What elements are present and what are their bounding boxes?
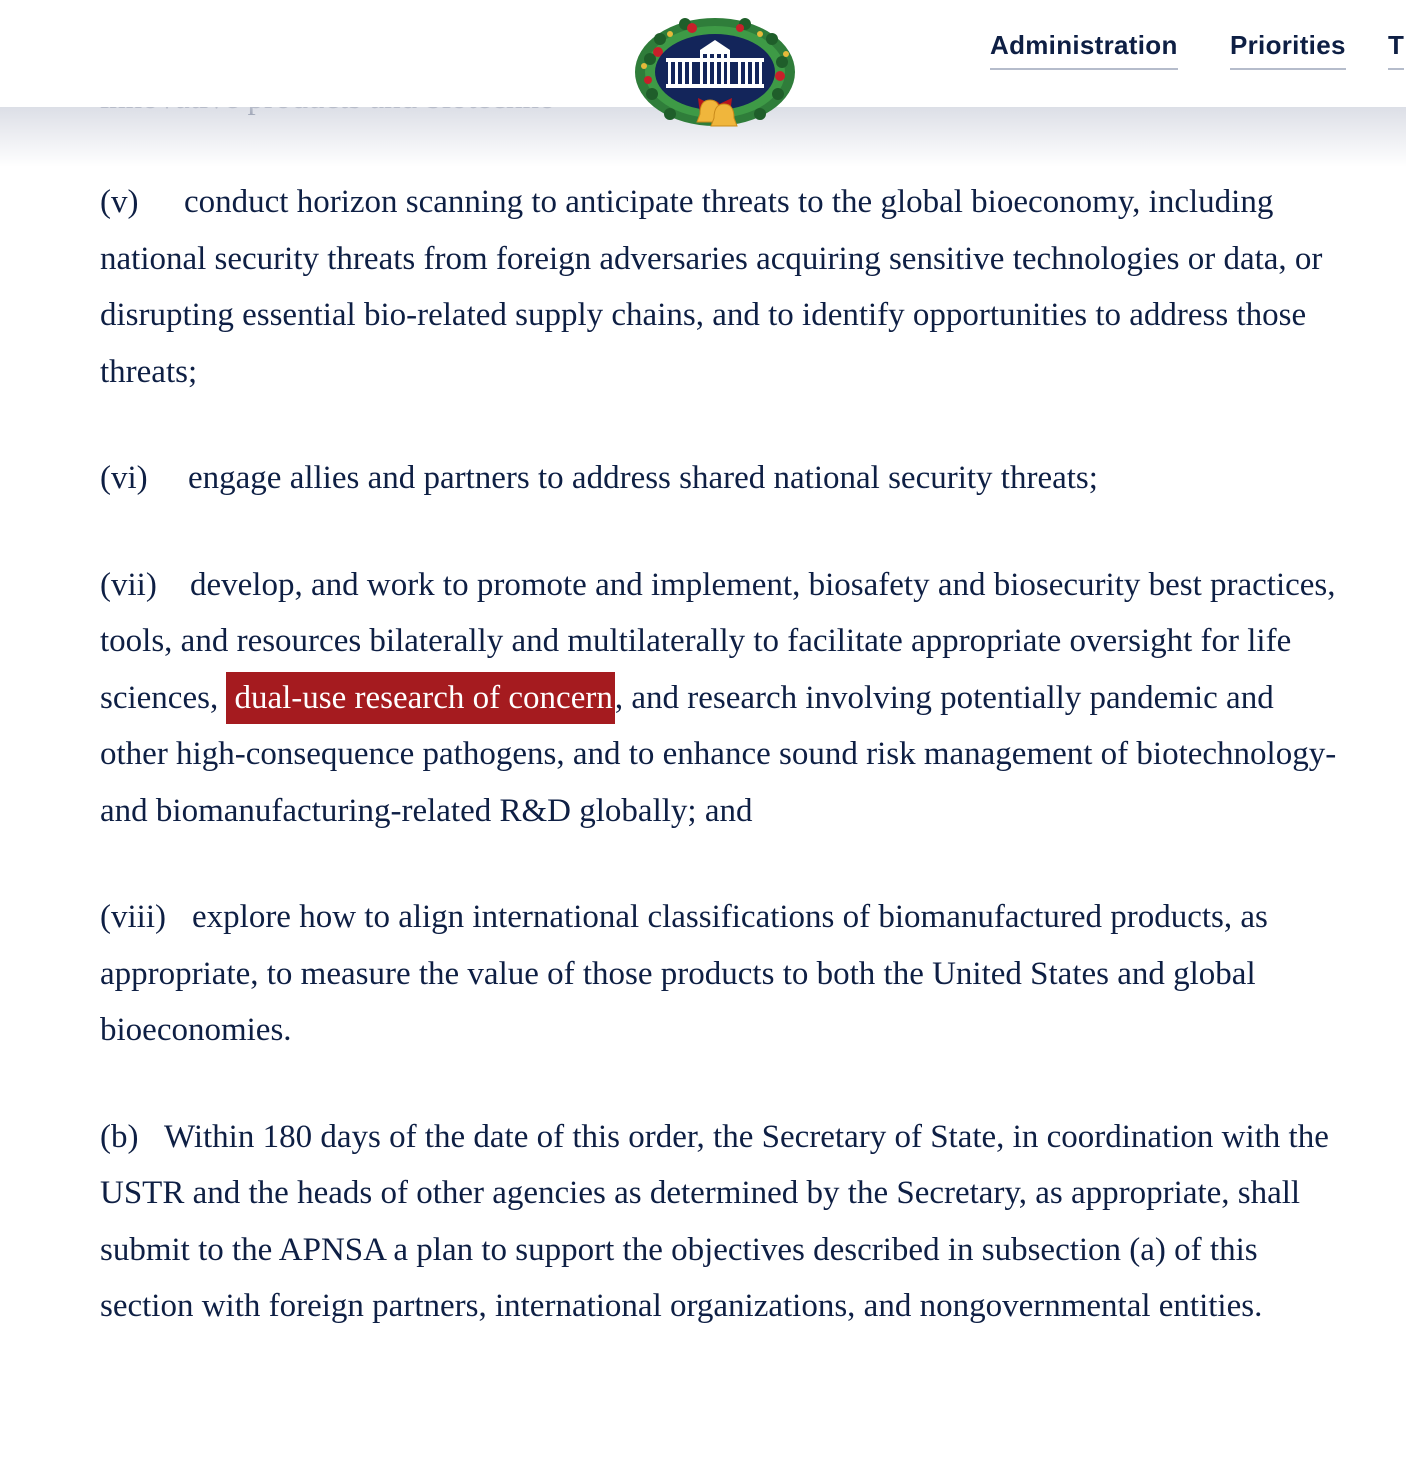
paragraph-v [100,174,1340,400]
paragraph-viii [100,889,1340,1059]
paragraph-vii [100,557,1340,840]
paragraph-text-before: develop, and work to promote and implement, biosafety and biosecurity best practices, tools, and resources bilaterally and multilaterally to facilitate appropriate oversight for life sciences, [100,566,1336,716]
paragraph-text: explore how to align international classifications of biomanufactured products, as appropriate, to measure the value of those products to both the United States and global bioeconomies. [100,899,1268,1048]
paragraph-text: conduct horizon scanning to anticipate threats to the global bioeconomy, including national security threats from foreign adversaries acquiring sensitive technologies or data, or disrupting essential bio-related supply chains, and to identify opportunities to address those threats; [100,184,1323,390]
paragraph-marker: (v) [100,184,139,220]
paragraph-marker: (vi) [100,460,148,496]
paragraph-vi [100,450,1340,507]
nav-administration[interactable]: Administration [990,30,1178,70]
paragraph-text: engage allies and partners to address shared national security threats; [188,460,1098,496]
paragraph-b [100,1109,1340,1335]
paragraph-marker: (vii) [100,566,157,603]
highlighted-term[interactable]: dual-use research of concern [226,672,614,724]
nav-priorities[interactable]: Priorities [1230,30,1346,70]
white-house-logo-icon[interactable] [630,14,800,144]
paragraph-text-after: , and research involving potentially pandemic and other high-consequence pathogens, and to enhance sound risk management of biotechnology- and biomanufacturing-related R&D globally; and [100,679,1337,829]
article-body [100,174,1340,1385]
paragraph-marker: (b) [100,1118,139,1155]
paragraph-text: Within 180 days of the date of this order, the Secretary of State, in coordination with the USTR and the heads of other agencies as determined by the Secretary, as appropriate, shall submit to the APNSA a plan to support the objectives described in subsection (a) of this section with foreign partners, international organizations, and nongovernmental entities. [100,1118,1329,1324]
paragraph-marker: (viii) [100,899,166,935]
nav-next-item[interactable]: T [1388,30,1404,70]
